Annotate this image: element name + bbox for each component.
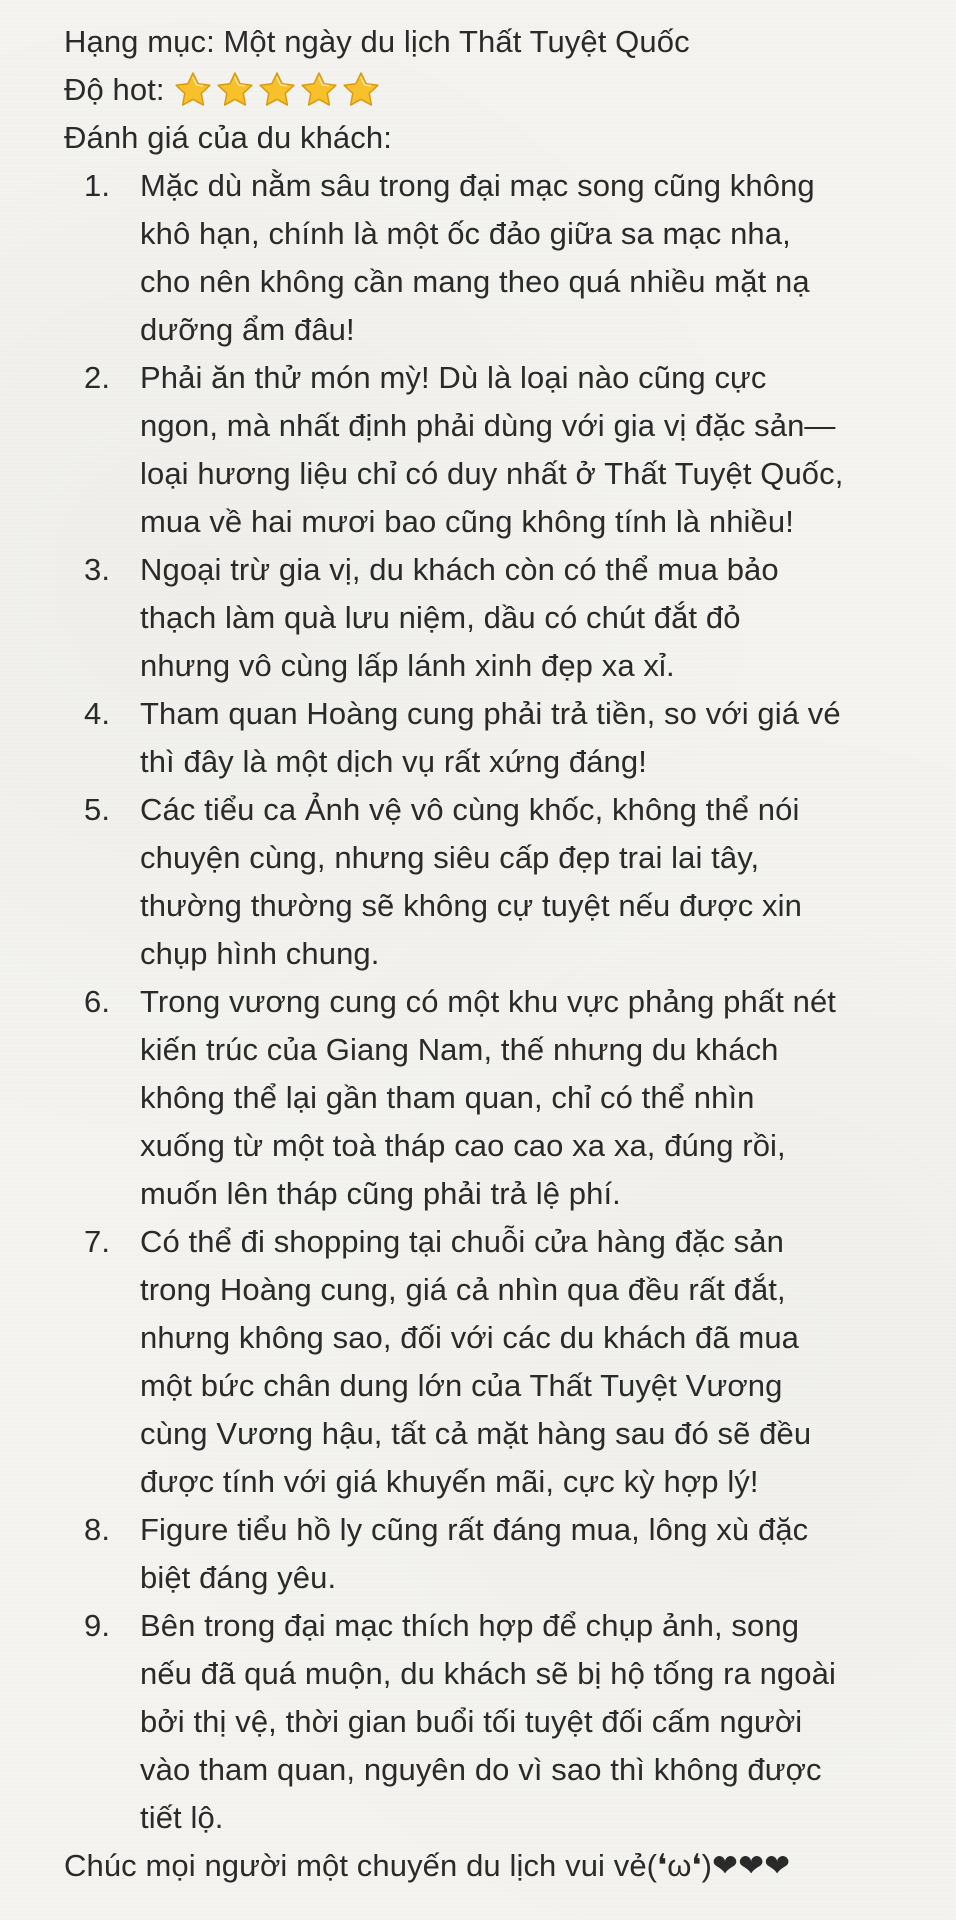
review-text-line: tiết lộ.	[140, 1800, 224, 1835]
review-item	[64, 354, 914, 546]
review-text-line: kiến trúc của Giang Nam, thế nhưng du khách	[140, 1032, 779, 1067]
star-icon	[215, 70, 255, 110]
review-text-line: một bức chân dung lớn của Thất Tuyệt Vương	[140, 1368, 783, 1403]
review-text-line: loại hương liệu chỉ có duy nhất ở Thất Tuyệt Quốc,	[140, 456, 844, 491]
review-text-line: nếu đã quá muộn, du khách sẽ bị hộ tống ra ngoài	[140, 1656, 836, 1691]
category-line: Hạng mục: Một ngày du lịch Thất Tuyệt Quốc	[64, 24, 690, 59]
review-text-line: cho nên không cần mang theo quá nhiều mặt nạ	[140, 264, 810, 299]
review-number: 6.	[84, 984, 111, 1019]
review-number: 4.	[84, 696, 111, 731]
review-text-line: chụp hình chung.	[140, 936, 380, 971]
review-number: 1.	[84, 168, 111, 203]
review-text-line: Ngoại trừ gia vị, du khách còn có thể mua bảo	[140, 552, 779, 587]
review-text-line: thạch làm quà lưu niệm, dầu có chút đắt đỏ	[140, 600, 741, 635]
star-icon	[257, 70, 297, 110]
review-list	[64, 162, 914, 1842]
hot-label: Độ hot:	[64, 72, 165, 107]
closing-line: Chúc mọi người một chuyến du lịch vui vẻ(❛ω❛)❤❤❤	[64, 1848, 791, 1883]
review-text-line: xuống từ một toà tháp cao cao xa xa, đúng rồi,	[140, 1128, 786, 1163]
review-item	[64, 162, 914, 354]
review-text-line: cùng Vương hậu, tất cả mặt hàng sau đó sẽ đều	[140, 1416, 812, 1451]
review-text-line: thì đây là một dịch vụ rất xứng đáng!	[140, 744, 647, 779]
review-text-line: nhưng không sao, đối với các du khách đã mua	[140, 1320, 800, 1355]
review-text-line: trong Hoàng cung, giá cả nhìn qua đều rất đắt,	[140, 1272, 786, 1307]
star-icon	[341, 70, 381, 110]
star-icon	[173, 70, 213, 110]
hot-rating-row	[64, 66, 914, 114]
review-number: 8.	[84, 1512, 111, 1547]
star-rating	[173, 70, 381, 110]
review-text-line: biệt đáng yêu.	[140, 1560, 337, 1595]
review-text-line: Tham quan Hoàng cung phải trả tiền, so với giá vé	[140, 696, 841, 731]
review-text-line: thường thường sẽ không cự tuyệt nếu được xin	[140, 888, 802, 923]
review-text-line: Bên trong đại mạc thích hợp để chụp ảnh, song	[140, 1608, 800, 1643]
review-text-line: muốn lên tháp cũng phải trả lệ phí.	[140, 1176, 621, 1211]
review-text-line: nhưng vô cùng lấp lánh xinh đẹp xa xỉ.	[140, 648, 675, 683]
review-text-line: Phải ăn thử món mỳ! Dù là loại nào cũng cực	[140, 360, 767, 395]
review-text-line: Figure tiểu hồ ly cũng rất đáng mua, lông xù đặc	[140, 1512, 809, 1547]
review-number: 2.	[84, 360, 111, 395]
review-text-line: không thể lại gần tham quan, chỉ có thể nhìn	[140, 1080, 755, 1115]
review-text-line: bởi thị vệ, thời gian buổi tối tuyệt đối cấm người	[140, 1704, 803, 1739]
review-number: 9.	[84, 1608, 111, 1643]
note-body	[64, 18, 914, 1890]
review-text-line: khô hạn, chính là một ốc đảo giữa sa mạc nha,	[140, 216, 791, 251]
review-number: 5.	[84, 792, 111, 827]
review-number: 3.	[84, 552, 111, 587]
review-item	[64, 1602, 914, 1842]
review-text-line: dưỡng ẩm đâu!	[140, 312, 355, 347]
review-text-line: được tính với giá khuyến mãi, cực kỳ hợp lý!	[140, 1464, 759, 1499]
review-text-line: chuyện cùng, nhưng siêu cấp đẹp trai lai tây,	[140, 840, 760, 875]
review-text-line: ngon, mà nhất định phải dùng với gia vị đặc sản—	[140, 408, 836, 443]
review-item	[64, 1218, 914, 1506]
review-text-line: mua về hai mươi bao cũng không tính là nhiều!	[140, 504, 794, 539]
review-text-line: Mặc dù nằm sâu trong đại mạc song cũng không	[140, 168, 815, 203]
review-number: 7.	[84, 1224, 111, 1259]
review-item	[64, 978, 914, 1218]
review-text-line: Có thể đi shopping tại chuỗi cửa hàng đặc sản	[140, 1224, 784, 1259]
review-item	[64, 546, 914, 690]
review-text-line: vào tham quan, nguyên do vì sao thì không được	[140, 1752, 822, 1787]
review-text-line: Các tiểu ca Ảnh vệ vô cùng khốc, không thể nói	[140, 792, 800, 827]
review-text-line: Trong vương cung có một khu vực phảng phất nét	[140, 984, 837, 1019]
reviews-label: Đánh giá của du khách:	[64, 120, 392, 155]
review-item	[64, 786, 914, 978]
review-item	[64, 1506, 914, 1602]
review-item	[64, 690, 914, 786]
star-icon	[299, 70, 339, 110]
